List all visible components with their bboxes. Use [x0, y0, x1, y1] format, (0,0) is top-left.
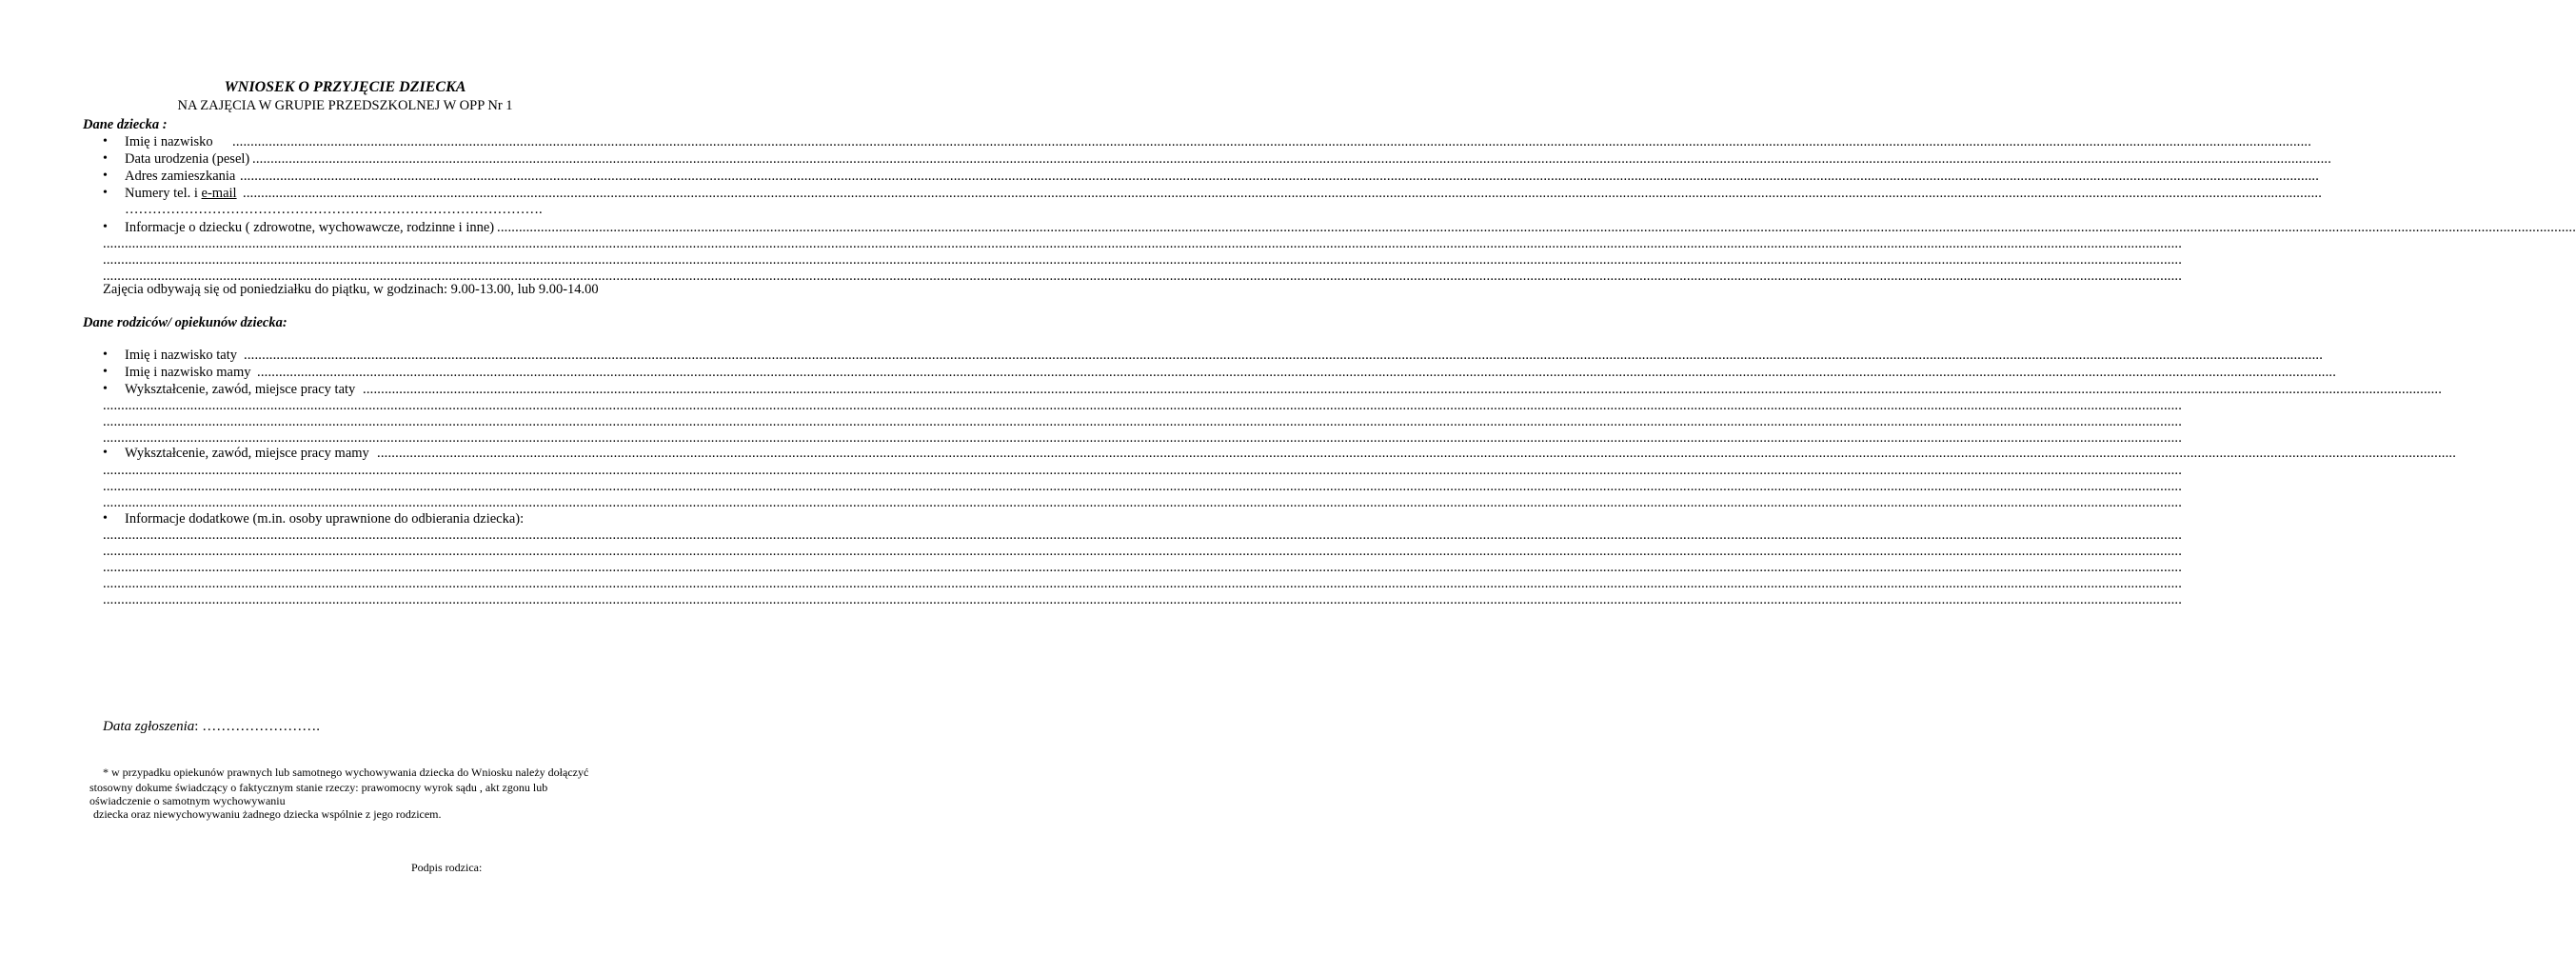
bullet-icon: • — [103, 220, 108, 234]
mother-name-label: Imię i nazwisko mamy — [125, 365, 251, 380]
additional-info-line[interactable]: ........................................................................................................................................................................................................................................................................................................................................................................................................................................................................................................................................................................................... — [103, 592, 2183, 607]
child-birth-row — [0, 151, 2332, 170]
child-info-label: Informacje o dziecku ( zdrowotne, wychowawcze, rodzinne i inne) — [125, 220, 495, 235]
child-phone-continuation[interactable]: ………………………………………………………………………………. — [125, 202, 543, 217]
father-job-line[interactable]: ........................................................................................................................................................................................................................................................................................................................................................................................................................................................................................................................................................................................... — [103, 398, 2183, 413]
child-birth-field[interactable]: ........................................................................................................................................................................................................................................................................................................................................................................................................................................................................................................................................................................................... — [252, 151, 2332, 167]
bullet-icon: • — [103, 134, 108, 149]
child-section-heading: Dane dziecka : — [83, 117, 168, 132]
child-name-field[interactable]: ........................................................................................................................................................................................................................................................................................................................................................................................................................................................................................................................................................................................... — [232, 134, 2312, 149]
form-title: WNIOSEK O PRZYJĘCIE DZIECKA — [224, 79, 466, 95]
father-name-label: Imię i nazwisko taty — [125, 348, 237, 363]
bullet-icon: • — [103, 169, 108, 183]
child-phone-field[interactable]: ........................................................................................................................................................................................................................................................................................................................................................................................................................................................................................................................................................................................... — [243, 186, 2323, 201]
child-info-field[interactable]: ........................................................................................................................................................................................................................................................................................................................................................................................................................................................................................................................................................................................... — [497, 220, 2576, 235]
submission-date-field[interactable]: ……………………. — [198, 719, 320, 734]
child-info-line[interactable]: ........................................................................................................................................................................................................................................................................................................................................................................................................................................................................................................................................................................................... — [103, 252, 2183, 268]
bullet-icon: • — [103, 186, 108, 200]
bullet-icon: • — [103, 446, 108, 460]
child-name-row — [0, 134, 2312, 153]
form-subtitle: NA ZAJĘCIA W GRUPIE PRZEDSZKOLNEJ W OPP Nr 1 — [177, 98, 513, 113]
child-address-label: Adres zamieszkania — [125, 169, 236, 184]
bullet-icon: • — [103, 151, 108, 166]
child-name-label: Imię i nazwisko — [125, 134, 213, 149]
footnote-line-1: * w przypadku opiekunów prawnych lub samotnego wychowywania dziecka do Wniosku należy dołączyć — [103, 766, 589, 779]
father-name-row — [0, 348, 2324, 367]
father-job-line[interactable]: ........................................................................................................................................................................................................................................................................................................................................................................................................................................................................................................................................................................................... — [103, 430, 2183, 446]
additional-info-line[interactable]: ........................................................................................................................................................................................................................................................................................................................................................................................................................................................................................................................................................................................... — [103, 544, 2183, 559]
signature-label: Podpis rodzica: — [411, 861, 483, 874]
mother-name-field[interactable]: ........................................................................................................................................................................................................................................................................................................................................................................................................................................................................................................................................................................................... — [257, 365, 2337, 380]
submission-date-label: Data zgłoszenia — [103, 719, 195, 734]
child-info-line[interactable]: ........................................................................................................................................................................................................................................................................................................................................................................................................................................................................................................................................................................................... — [103, 269, 2183, 284]
footnote-line-4: dziecka oraz niewychowywaniu żadnego dziecka wspólnie z jego rodzicem. — [93, 807, 442, 821]
child-birth-label: Data urodzenia (pesel) — [125, 151, 250, 167]
mother-job-label: Wykształcenie, zawód, miejsce pracy mamy — [125, 446, 369, 461]
footnote-line-3: oświadczenie o samotnym wychowywaniu — [89, 794, 286, 807]
mother-job-line[interactable]: ........................................................................................................................................................................................................................................................................................................................................................................................................................................................................................................................................................................................... — [103, 495, 2183, 510]
child-address-field[interactable]: ........................................................................................................................................................................................................................................................................................................................................................................................................................................................................................................................................................................................... — [240, 169, 2320, 184]
father-name-field[interactable]: ........................................................................................................................................................................................................................................................................................................................................................................................................................................................................................................................................................................................... — [244, 348, 2324, 363]
bullet-icon: • — [103, 365, 108, 379]
phone-label-text: Numery tel. i — [125, 186, 202, 201]
submission-date-row — [103, 719, 320, 735]
hours-note: Zajęcia odbywają się od poniedziałku do piątku, w godzinach: 9.00-13.00, lub 9.00-14.00 — [103, 282, 599, 297]
bullet-icon: • — [103, 511, 108, 526]
footnote-line-2: stosowny dokume świadczący o faktycznym stanie rzeczy: prawomocny wyrok sądu , akt zgonu lub — [89, 781, 548, 794]
additional-info-line[interactable]: ........................................................................................................................................................................................................................................................................................................................................................................................................................................................................................................................................................................................... — [103, 527, 2183, 543]
mother-name-row — [0, 365, 2337, 384]
child-info-line[interactable]: ........................................................................................................................................................................................................................................................................................................................................................................................................................................................................................................................................................................................... — [103, 236, 2183, 251]
father-job-line[interactable]: ........................................................................................................................................................................................................................................................................................................................................................................................................................................................................................................................................................................................... — [103, 414, 2183, 429]
mother-job-line[interactable]: ........................................................................................................................................................................................................................................................................................................................................................................................................................................................................................................................................................................................... — [103, 479, 2183, 494]
father-job-field[interactable]: ........................................................................................................................................................................................................................................................................................................................................................................................................................................................................................................................................................................................... — [363, 382, 2443, 397]
email-label: e-mail — [201, 186, 237, 201]
submission-date-colon: : — [194, 719, 199, 734]
parents-section-heading: Dane rodziców/ opiekunów dziecka: — [83, 315, 287, 330]
additional-info-line[interactable]: ........................................................................................................................................................................................................................................................................................................................................................................................................................................................................................................................................................................................... — [103, 576, 2183, 591]
child-phone-label — [125, 186, 237, 202]
mother-job-field[interactable]: ........................................................................................................................................................................................................................................................................................................................................................................................................................................................................................................................................................................................... — [377, 446, 2457, 461]
bullet-icon: • — [103, 348, 108, 362]
mother-job-line[interactable]: ........................................................................................................................................................................................................................................................................................................................................................................................................................................................................................................................................................................................... — [103, 463, 2183, 478]
additional-info-line[interactable]: ........................................................................................................................................................................................................................................................................................................................................................................................................................................................................................................................................................................................... — [103, 560, 2183, 575]
father-job-label: Wykształcenie, zawód, miejsce pracy taty — [125, 382, 356, 397]
additional-info-label: Informacje dodatkowe (m.in. osoby uprawnione do odbierania dziecka): — [125, 511, 525, 527]
bullet-icon: • — [103, 382, 108, 396]
child-address-row — [0, 169, 2320, 188]
mother-job-row — [0, 446, 2457, 465]
